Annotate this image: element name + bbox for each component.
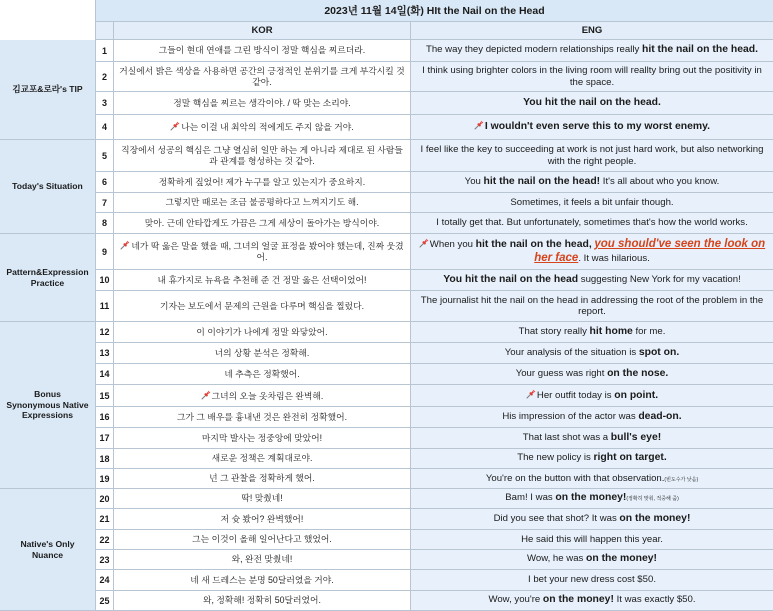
- kor-sentence: [118, 197, 406, 208]
- table-row: [95, 449, 773, 469]
- category-label: 김교포&로라's TIP: [12, 84, 83, 95]
- key-expression: I wouldn't even serve this to my worst enemy.: [484, 121, 711, 133]
- eng-cell: [410, 385, 773, 406]
- column-header-row: [95, 22, 773, 40]
- table-row: [95, 570, 773, 591]
- table-row: [95, 172, 773, 193]
- eng-text: I feel like the key to succeeding at work is not just hard work, but also networking with the right people.: [420, 144, 764, 167]
- key-expression: You hit the nail on the head.: [523, 96, 661, 108]
- kor-text: 와, 완전 맞췄네!: [231, 554, 293, 564]
- kor-cell: [113, 140, 410, 171]
- row-number: 6: [95, 172, 113, 192]
- kor-cell: [113, 172, 410, 192]
- eng-cell: [410, 509, 773, 529]
- key-expression: on the money!: [619, 512, 691, 524]
- kor-text: 이 이야기가 나에게 정말 와닿았어.: [196, 326, 328, 337]
- eng-sentence: [415, 389, 769, 402]
- eng-cell: [410, 193, 773, 212]
- eng-sentence: [415, 347, 769, 359]
- row-number: 16: [95, 407, 113, 427]
- kor-sentence: [118, 412, 406, 423]
- category-label: Today's Situation: [12, 181, 83, 192]
- kor-sentence: [118, 145, 406, 167]
- eng-cell: [410, 489, 773, 508]
- eng-text: Sometimes, it feels a bit unfair though.: [510, 196, 674, 208]
- eng-cell: [410, 140, 773, 171]
- kor-text: 정확하게 짚었어! 제가 누구를 알고 있는지가 중요하지.: [158, 176, 366, 187]
- eng-sentence: [415, 492, 769, 504]
- table-row: [95, 40, 773, 62]
- kor-text: 새로운 정책은 계획대로야.: [211, 453, 313, 463]
- pin-icon: [419, 238, 429, 248]
- eng-cell: [410, 62, 773, 91]
- key-expression: on the money!: [586, 553, 658, 565]
- table-row: [95, 115, 773, 140]
- category-cell: [0, 40, 95, 140]
- eng-cell: [410, 428, 773, 448]
- row-number: 19: [95, 469, 113, 488]
- kor-sentence: [118, 493, 406, 504]
- eng-cell: [410, 550, 773, 569]
- eng-text: Wow, you're: [488, 594, 543, 606]
- kor-text: 그녀의 오늘 옷차림은 완벽해.: [211, 390, 324, 401]
- kor-cell: [113, 40, 410, 61]
- row-number: 18: [95, 449, 113, 468]
- eng-sentence: [415, 574, 769, 586]
- eng-text: suggesting New York for my vacation!: [578, 273, 741, 285]
- eng-cell: [410, 449, 773, 468]
- row-number: 8: [95, 213, 113, 233]
- kor-text: 나는 이걸 내 최악의 적에게도 주지 않을 거야.: [181, 122, 354, 132]
- eng-sentence: [415, 534, 769, 546]
- kor-cell: [113, 509, 410, 529]
- eng-text: I think using brighter colors in the living room will reallty bring out the positivity in the space.: [422, 65, 762, 88]
- row-number: 3: [95, 92, 113, 114]
- kor-cell: [113, 270, 410, 290]
- eng-cell: [410, 234, 773, 269]
- eng-text: for me.: [632, 325, 666, 337]
- kor-text: 기자는 보도에서 문제의 근원을 다루며 핵심을 찔렀다.: [159, 300, 365, 311]
- eng-cell: [410, 570, 773, 590]
- eng-sentence: [415, 411, 769, 423]
- key-expression: right on target.: [593, 452, 667, 464]
- key-expression: hit the nail on the head!: [483, 175, 601, 187]
- category-cell: [0, 322, 95, 489]
- key-expression: on the money!: [542, 594, 614, 606]
- row-number: 10: [95, 270, 113, 290]
- kor-cell: [113, 428, 410, 448]
- category-cell: [0, 234, 95, 322]
- eng-cell: [410, 172, 773, 192]
- eng-cell: [410, 40, 773, 61]
- eng-text: Your guess was right: [515, 367, 608, 379]
- row-number: 2: [95, 62, 113, 91]
- eng-cell: [410, 92, 773, 114]
- header-number: [95, 22, 113, 40]
- eng-sentence: [415, 274, 769, 286]
- key-expression: on the nose.: [607, 367, 669, 379]
- key-expression: on the money!: [555, 492, 627, 504]
- kor-sentence: [118, 66, 406, 88]
- kor-text: 네 새 드레스는 분명 50달러였을 거야.: [190, 574, 334, 585]
- eng-text: . It was hilarious.: [578, 252, 650, 264]
- eng-sentence: [415, 326, 769, 338]
- eng-text: I bet your new dress cost $50.: [528, 574, 656, 586]
- kor-text: 네가 딱 옳은 말을 했을 때, 그녀의 얼굴 표정을 봤어야 했는데, 진짜 웃겼어.: [131, 241, 404, 262]
- table-row: [95, 140, 773, 172]
- table-row: [95, 213, 773, 234]
- kor-text: 맞아. 근데 안타깝게도 가끔은 그게 세상이 돌아가는 방식이야.: [144, 217, 380, 228]
- table-row: [95, 428, 773, 449]
- category-label: Pattern&Expression Practice: [6, 266, 89, 288]
- eng-sentence: [415, 473, 769, 485]
- kor-sentence: [118, 514, 406, 525]
- key-expression: hit the nail on the head,: [475, 238, 592, 250]
- pin-icon: [170, 121, 180, 131]
- eng-text: That story really: [518, 325, 590, 337]
- kor-cell: [113, 570, 410, 590]
- eng-sentence: [415, 238, 769, 266]
- note-text: (정확히 맞춰, 적중해 줌): [626, 496, 679, 503]
- kor-cell: [113, 322, 410, 342]
- row-number: 11: [95, 291, 113, 321]
- pin-icon: [526, 389, 536, 399]
- eng-text: The new policy is: [517, 452, 594, 464]
- eng-sentence: [415, 368, 769, 380]
- row-number: 13: [95, 343, 113, 363]
- category-cell: [0, 140, 95, 234]
- kor-cell: [113, 364, 410, 384]
- kor-cell: [113, 234, 410, 269]
- row-number: 4: [95, 115, 113, 139]
- kor-text: 정말 핵심을 찌르는 생각이야. / 딱 맞는 소리야.: [173, 97, 351, 108]
- kor-sentence: [118, 177, 406, 188]
- kor-sentence: [118, 45, 406, 56]
- eng-cell: [410, 291, 773, 321]
- kor-text: 와, 정확해! 정확히 50달러였어.: [203, 595, 321, 605]
- eng-text: Wow, he was: [526, 553, 586, 565]
- kor-cell: [113, 193, 410, 212]
- kor-cell: [113, 449, 410, 468]
- table-row: [95, 92, 773, 115]
- header-kor: KOR: [113, 22, 410, 40]
- kor-sentence: [118, 473, 406, 484]
- eng-text: Bam! I was: [505, 492, 556, 504]
- kor-text: 직장에서 성공의 핵심은 그냥 열심히 일만 하는 게 아니라 제대로 된 사람들과 관계를 형성하는 것 같아.: [121, 144, 403, 166]
- category-cell: [0, 489, 95, 611]
- eng-cell: [410, 530, 773, 549]
- eng-text: The journalist hit the nail on the head in addressing the root of the problem in the report.: [420, 294, 764, 317]
- kor-text: 그는 이것이 올해 일어난다고 했었어.: [192, 534, 332, 544]
- eng-text: Did you see that shot? It was: [493, 512, 620, 524]
- kor-cell: [113, 407, 410, 427]
- eng-sentence: [415, 594, 769, 606]
- category-label: Bonus Synonymous Native Expressions: [6, 388, 89, 421]
- table-row: [95, 591, 773, 611]
- pin-icon: [120, 240, 130, 250]
- kor-text: 내 휴가지로 뉴욕을 추천해 준 건 정말 옳은 선택이었어!: [157, 274, 367, 285]
- row-number: 1: [95, 40, 113, 61]
- table-row: [95, 509, 773, 530]
- eng-sentence: [415, 553, 769, 565]
- eng-sentence: [415, 295, 769, 318]
- eng-cell: [410, 270, 773, 290]
- table-body: [95, 40, 773, 611]
- key-expression: You hit the nail on the head: [443, 273, 579, 285]
- row-number: 9: [95, 234, 113, 269]
- key-expression: hit the nail on the head.: [641, 44, 759, 56]
- kor-cell: [113, 62, 410, 91]
- eng-cell: [410, 364, 773, 384]
- eng-cell: [410, 591, 773, 610]
- table-row: [95, 343, 773, 364]
- kor-cell: [113, 92, 410, 114]
- sheet-title: 2023년 11월 14일(화) HIt the Nail on the Head: [95, 0, 773, 22]
- key-expression: on point.: [614, 389, 659, 401]
- kor-sentence: [118, 554, 406, 565]
- kor-sentence: [118, 348, 406, 359]
- kor-text: 그가 그 배우를 흉내낸 것은 완전히 정확했어.: [176, 411, 348, 422]
- eng-sentence: [415, 176, 769, 188]
- kor-text: 너의 상황 분석은 정확해.: [214, 347, 310, 358]
- kor-sentence: [118, 275, 406, 286]
- kor-cell: [113, 469, 410, 488]
- kor-sentence: [118, 240, 406, 263]
- row-number: 14: [95, 364, 113, 384]
- eng-text: That last shot was a: [522, 431, 611, 443]
- eng-sentence: [415, 452, 769, 464]
- eng-sentence: [415, 432, 769, 444]
- eng-sentence: [415, 44, 769, 56]
- key-expression: bull's eye!: [610, 431, 662, 443]
- row-number: 5: [95, 140, 113, 171]
- eng-sentence: [415, 513, 769, 525]
- table-row: [95, 322, 773, 343]
- kor-sentence: [118, 433, 406, 444]
- kor-cell: [113, 489, 410, 508]
- kor-text: 넌 그 관찰을 정확하게 했어.: [209, 473, 315, 483]
- eng-sentence: [415, 65, 769, 88]
- kor-sentence: [118, 390, 406, 402]
- table-row: [95, 385, 773, 407]
- kor-text: 거실에서 밝은 색상을 사용하면 공간의 긍정적인 분위기를 크게 부각시킬 것 같아.: [119, 65, 405, 87]
- kor-text: 네 추측은 정확했어.: [224, 368, 300, 379]
- eng-cell: [410, 115, 773, 139]
- kor-cell: [113, 343, 410, 363]
- row-number: 7: [95, 193, 113, 212]
- eng-sentence: [415, 217, 769, 229]
- row-number: 24: [95, 570, 113, 590]
- row-number: 22: [95, 530, 113, 549]
- table-row: [95, 550, 773, 570]
- eng-cell: [410, 469, 773, 488]
- kor-sentence: [118, 98, 406, 109]
- kor-sentence: [118, 218, 406, 229]
- table-row: [95, 270, 773, 291]
- note-text: (빈도수가 낮음): [664, 476, 699, 483]
- table-row: [95, 291, 773, 322]
- kor-text: 그렇지만 때로는 조금 불공평하다고 느껴지기도 해.: [165, 197, 359, 207]
- kor-text: 마지막 발사는 정중앙에 맞았어!: [201, 432, 323, 443]
- corner-blank: [0, 0, 95, 40]
- pin-icon: [201, 390, 211, 400]
- table-row: [95, 62, 773, 92]
- kor-sentence: [118, 121, 406, 133]
- kor-cell: [113, 550, 410, 569]
- eng-cell: [410, 322, 773, 342]
- category-label: Native's Only Nuance: [20, 538, 75, 560]
- kor-cell: [113, 591, 410, 610]
- kor-sentence: [118, 369, 406, 380]
- highlighted-phrase: you should've seen the look on her face: [534, 237, 766, 264]
- table-row: [95, 234, 773, 270]
- row-number: 23: [95, 550, 113, 569]
- eng-sentence: [415, 120, 769, 133]
- kor-text: 딱! 맞췄네!: [241, 493, 283, 503]
- eng-text: The way they depicted modern relationships really: [425, 44, 642, 56]
- kor-text: 저 슛 봤어? 완벽했어!: [220, 513, 304, 524]
- eng-cell: [410, 343, 773, 363]
- table-row: [95, 489, 773, 509]
- table-row: [95, 407, 773, 428]
- header-eng: ENG: [410, 22, 773, 40]
- row-number: 12: [95, 322, 113, 342]
- eng-text: You're on the button with that observation.: [485, 472, 665, 484]
- eng-sentence: [415, 97, 769, 109]
- eng-sentence: [415, 144, 769, 167]
- kor-cell: [113, 385, 410, 406]
- row-number: 15: [95, 385, 113, 406]
- row-number: 21: [95, 509, 113, 529]
- category-column: [0, 40, 95, 611]
- kor-sentence: [118, 327, 406, 338]
- eng-text: When you: [429, 238, 476, 250]
- eng-text: It's all about who you know.: [600, 175, 720, 187]
- kor-cell: [113, 530, 410, 549]
- key-expression: spot on.: [638, 346, 680, 358]
- eng-text: Your analysis of the situation is: [504, 346, 639, 358]
- row-number: 20: [95, 489, 113, 508]
- table-row: [95, 469, 773, 489]
- kor-cell: [113, 115, 410, 139]
- row-number: 17: [95, 428, 113, 448]
- kor-sentence: [118, 595, 406, 606]
- row-number: 25: [95, 591, 113, 610]
- pin-icon: [474, 120, 484, 130]
- eng-text: I totally get that. But unfortunately, sometimes that's how the world works.: [436, 217, 748, 229]
- table-row: [95, 193, 773, 213]
- kor-cell: [113, 213, 410, 233]
- eng-text: His impression of the actor was: [502, 410, 639, 422]
- eng-cell: [410, 407, 773, 427]
- kor-cell: [113, 291, 410, 321]
- kor-sentence: [118, 453, 406, 464]
- eng-text: You: [464, 175, 484, 187]
- kor-sentence: [118, 301, 406, 312]
- eng-text: It was exactly $50.: [613, 594, 696, 606]
- table-row: [95, 364, 773, 385]
- kor-sentence: [118, 534, 406, 545]
- key-expression: hit home: [589, 325, 633, 337]
- key-expression: dead-on.: [638, 410, 682, 422]
- eng-sentence: [415, 197, 769, 209]
- eng-text: Her outfit today is: [536, 389, 615, 401]
- eng-text: He said this will happen this year.: [521, 533, 663, 545]
- table-row: [95, 530, 773, 550]
- kor-text: 그들이 현대 연애를 그린 방식이 정말 핵심을 찌르더라.: [158, 45, 366, 55]
- eng-cell: [410, 213, 773, 233]
- kor-sentence: [118, 575, 406, 586]
